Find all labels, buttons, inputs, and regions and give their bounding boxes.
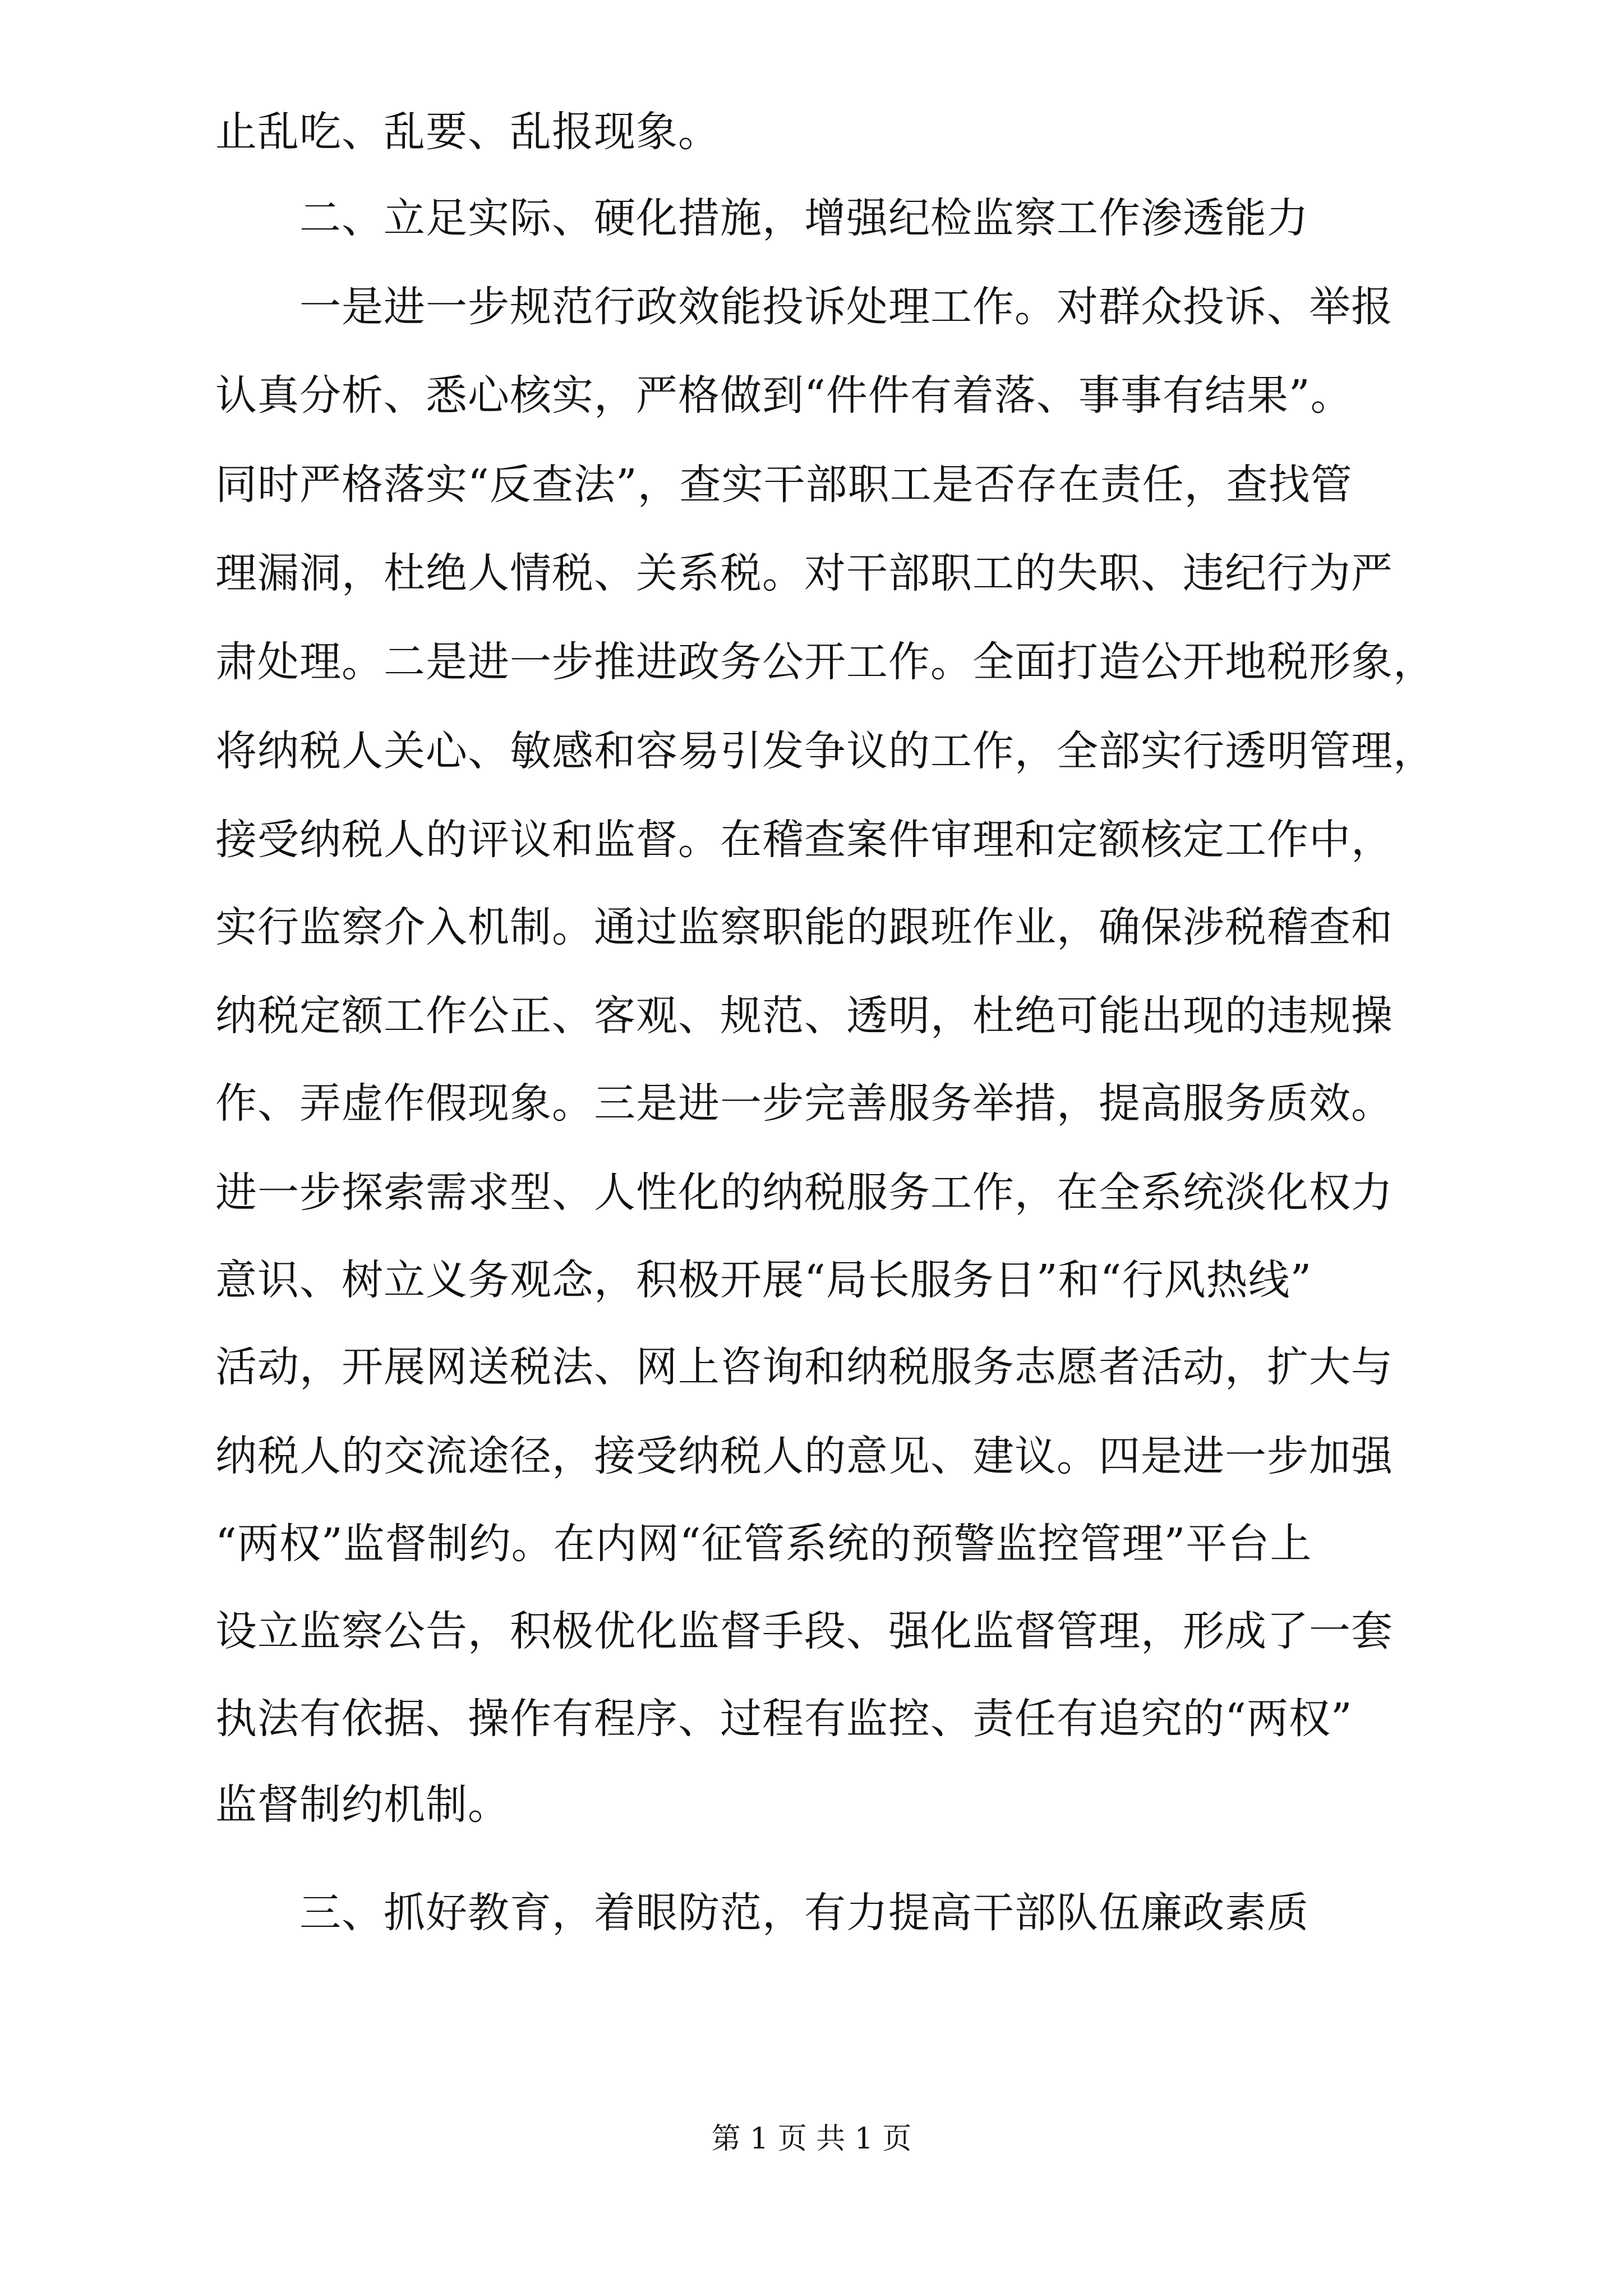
text-line-10: 实行监察介入机制。通过监察职能的跟班作业，确保涉税稽查和 — [215, 903, 1393, 951]
text-line-11: 纳税定额工作公正、客观、规范、透明，杜绝可能出现的违规操 — [215, 992, 1393, 1040]
text-line-18: 设立监察公告，积极优化监督手段、强化监督管理，形成了一套 — [215, 1607, 1393, 1655]
text-line-14: 意识、树立义务观念，积极开展“局长服务日”和“行风热线” — [215, 1256, 1312, 1304]
text-line-3: 一是进一步规范行政效能投诉处理工作。对群众投诉、举报 — [299, 283, 1393, 331]
section-heading-3: 三、抓好教育，着眼防范，有力提高干部队伍廉政素质 — [299, 1889, 1309, 1937]
text-line-5: 同时严格落实“反查法”，查实干部职工是否存在责任，查找管 — [215, 461, 1353, 509]
page-number-label: 第 1 页 共 1 页 — [711, 2122, 912, 2156]
text-line-16: 纳税人的交流途径，接受纳税人的意见、建议。四是进一步加强 — [215, 1432, 1393, 1480]
text-line-1: 止乱吃、乱要、乱报现象。 — [215, 108, 720, 156]
text-line-6: 理漏洞，杜绝人情税、关系税。对干部职工的失职、违纪行为严 — [215, 549, 1393, 597]
text-line-15: 活动，开展网送税法、网上咨询和纳税服务志愿者活动，扩大与 — [215, 1343, 1393, 1391]
text-line-9: 接受纳税人的评议和监督。在稽查案件审理和定额核定工作中， — [215, 816, 1393, 864]
text-line-12: 作、弄虚作假现象。三是进一步完善服务举措，提高服务质效。 — [215, 1079, 1393, 1128]
text-line-8: 将纳税人关心、敏感和容易引发争议的工作，全部实行透明管理， — [215, 727, 1435, 775]
text-line-4: 认真分析、悉心核实，严格做到“件件有着落、事事有结果”。 — [215, 371, 1353, 420]
text-line-13: 进一步探索需求型、人性化的纳税服务工作，在全系统淡化权力 — [215, 1168, 1393, 1217]
section-heading-2: 二、立足实际、硬化措施，增强纪检监察工作渗透能力 — [299, 194, 1309, 242]
text-line-17: “两权”监督制约。在内网“征管系统的预警监控管理”平台上 — [215, 1520, 1312, 1568]
text-line-19: 执法有依据、操作有程序、过程有监控、责任有追究的“两权” — [215, 1695, 1353, 1743]
text-line-20: 监督制约机制。 — [215, 1780, 510, 1829]
page-footer — [0, 2119, 1623, 2159]
text-line-7: 肃处理。二是进一步推进政务公开工作。全面打造公开地税形象， — [215, 638, 1435, 686]
